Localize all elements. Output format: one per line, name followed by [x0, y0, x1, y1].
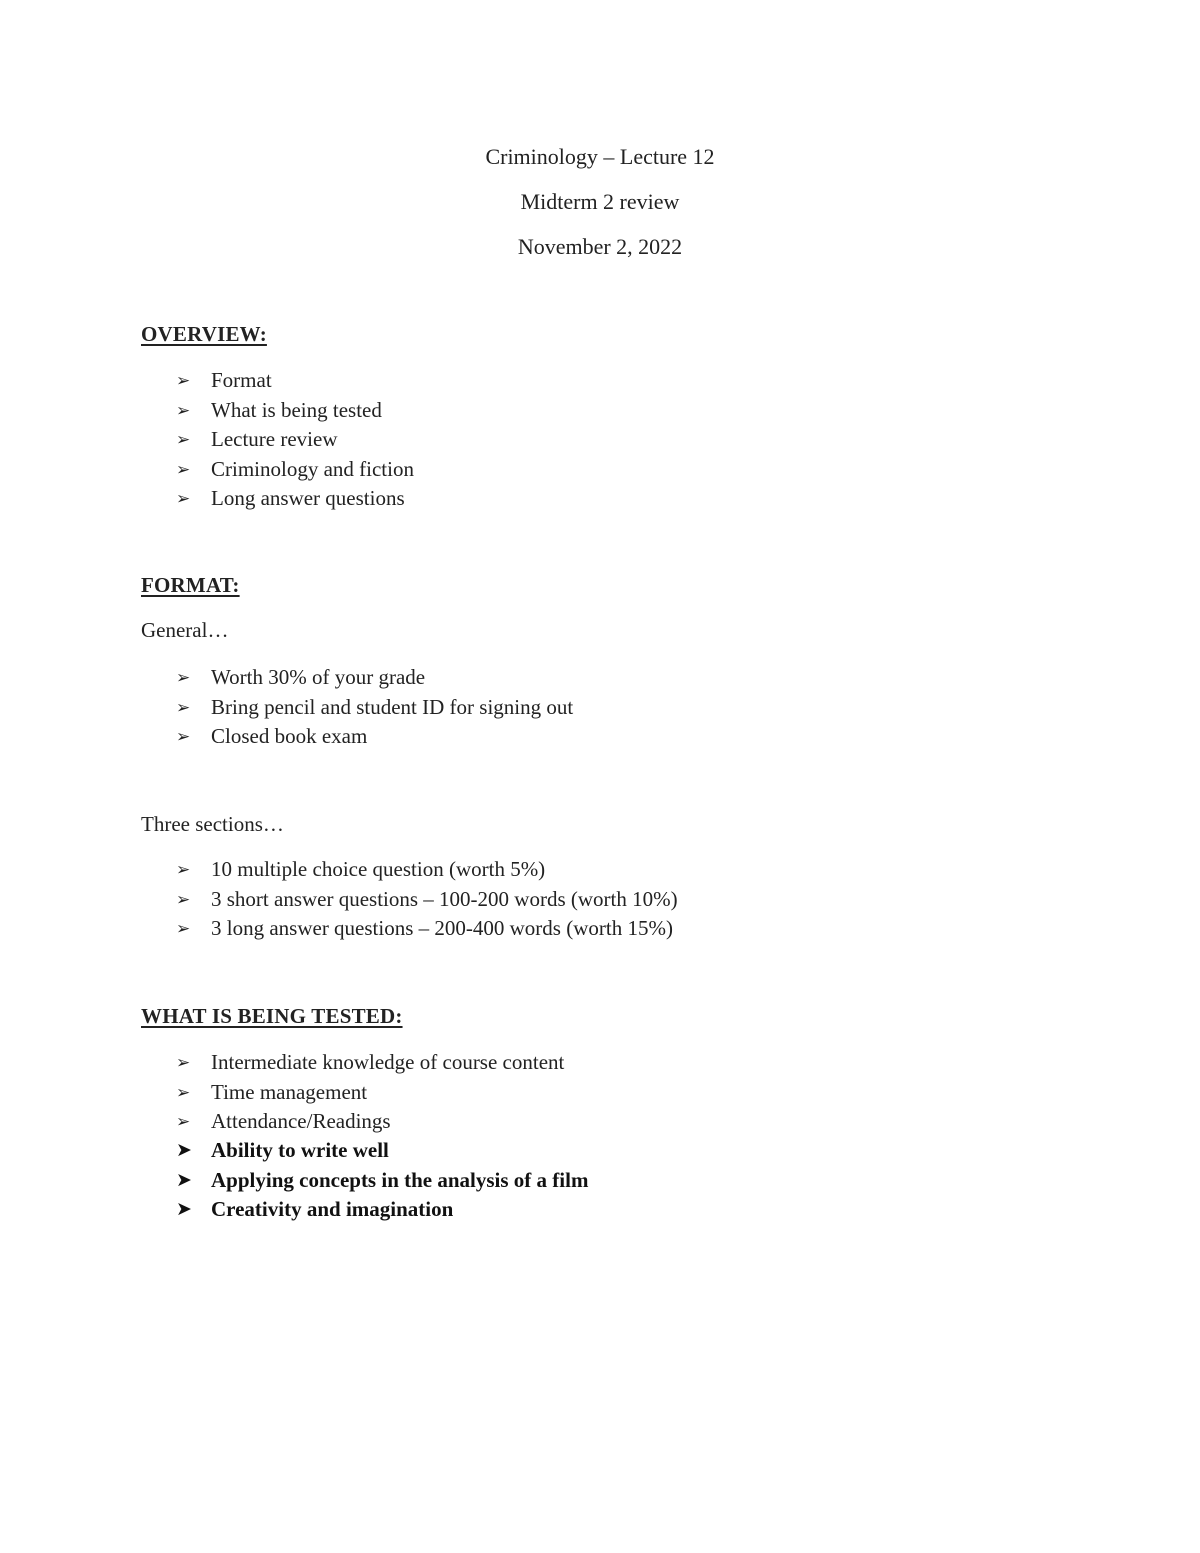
list-item: ➢ Criminology and fiction [176, 455, 414, 485]
general-label: General… [141, 618, 229, 642]
list-item: ➢ Worth 30% of your grade [176, 663, 573, 693]
tested-heading: WHAT IS BEING TESTED: [141, 1004, 403, 1028]
list-item: ➢ 10 multiple choice question (worth 5%) [176, 855, 678, 885]
list-item: ➤ Applying concepts in the analysis of a film [176, 1166, 588, 1196]
tested-list [176, 1048, 564, 1137]
arrowhead-icon: ➢ [176, 919, 191, 939]
lecture-subtitle: Midterm 2 review [520, 189, 680, 214]
arrowhead-icon: ➢ [176, 371, 191, 391]
list-item: ➤ Ability to write well [176, 1136, 588, 1166]
list-item: ➢ What is being tested [176, 396, 414, 426]
arrowhead-icon: ➢ [176, 889, 191, 910]
list-item: ➢ Bring pencil and student ID for signing out [176, 693, 573, 723]
arrowhead-icon: ➢ [176, 1053, 191, 1073]
arrowhead-icon: ➢ [176, 727, 191, 747]
arrowhead-icon: ➢ [176, 1082, 191, 1103]
arrowhead-icon: ➢ [176, 668, 191, 688]
arrowhead-icon: ➤ [176, 1198, 192, 1220]
title-block [0, 139, 1200, 274]
arrowhead-icon: ➤ [176, 1168, 192, 1191]
list-item: ➢ Long answer questions [176, 484, 414, 514]
list-item: ➢ Lecture review [176, 425, 414, 455]
list-item: ➢ Time management [176, 1078, 564, 1108]
list-item: ➢ Attendance/Readings [176, 1107, 564, 1137]
arrowhead-icon: ➢ [176, 1112, 191, 1132]
list-item: ➢ Intermediate knowledge of course content [176, 1048, 564, 1078]
lecture-date: November 2, 2022 [517, 234, 683, 259]
arrowhead-icon: ➢ [176, 860, 191, 880]
arrowhead-icon: ➢ [176, 430, 191, 450]
list-item: ➢ Closed book exam [176, 722, 573, 752]
overview-list [176, 366, 414, 514]
overview-heading: OVERVIEW: [141, 322, 267, 346]
list-item: ➢ 3 short answer questions – 100-200 words (worth 10%) [176, 885, 678, 915]
tested-bold-list [176, 1136, 588, 1225]
format-heading: FORMAT: [141, 573, 240, 597]
arrowhead-icon: ➢ [176, 459, 191, 480]
arrowhead-icon: ➢ [176, 489, 191, 509]
list-item: ➢ 3 long answer questions – 200-400 words (worth 15%) [176, 914, 678, 944]
arrowhead-icon: ➢ [176, 400, 191, 421]
sections-label: Three sections… [141, 812, 284, 836]
arrowhead-icon: ➢ [176, 697, 191, 718]
course-title: Criminology – Lecture 12 [485, 144, 715, 169]
general-list [176, 663, 573, 752]
list-item: ➢ Format [176, 366, 414, 396]
sections-list [176, 855, 678, 944]
list-item: ➤ Creativity and imagination [176, 1195, 588, 1225]
arrowhead-icon: ➤ [176, 1139, 192, 1161]
